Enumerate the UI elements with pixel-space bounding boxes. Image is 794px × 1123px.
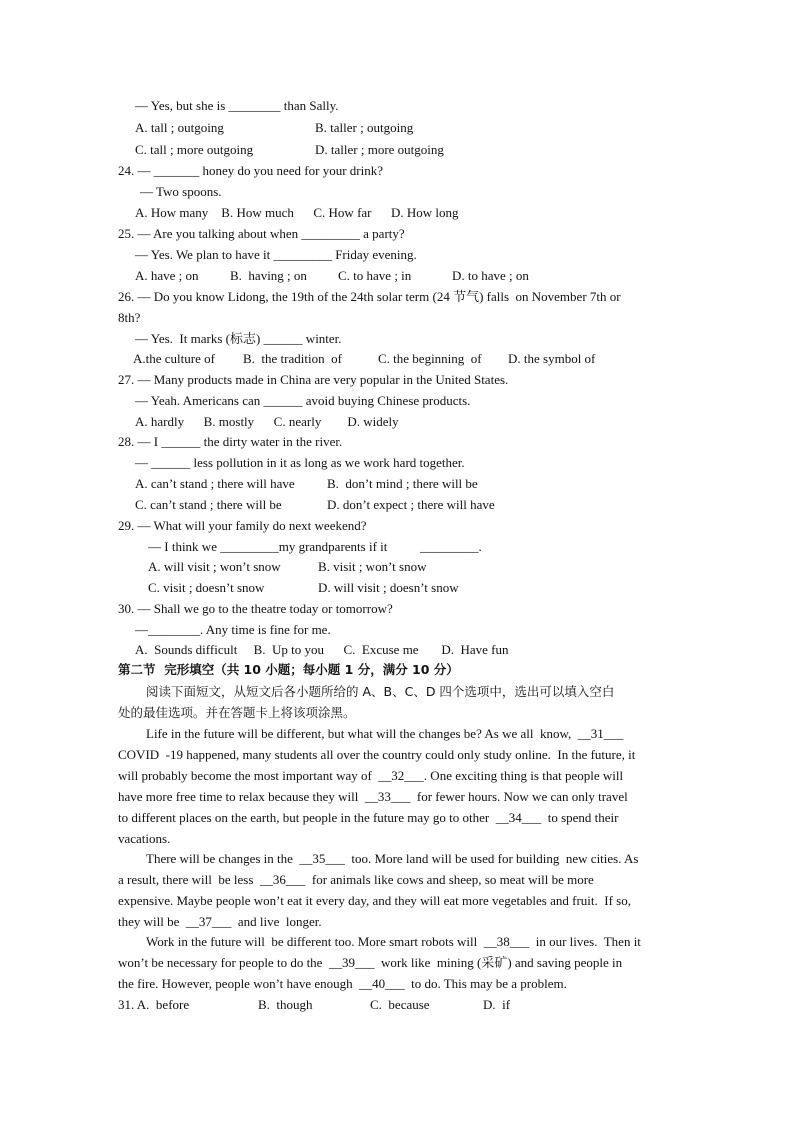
passage-line: won’t be necessary for people to do the __39___ work like mining (采矿) and saving people in bbox=[118, 955, 623, 970]
passage-line: There will be changes in the __35___ too. More land will be used for building new cities. As bbox=[146, 851, 639, 866]
option-28c: C. can’t stand ; there will be bbox=[135, 497, 282, 512]
option-23c: C. tall ; more outgoing bbox=[135, 142, 254, 157]
option-26a: A.the culture of bbox=[133, 351, 215, 366]
options-30: A. Sounds difficult B. Up to you C. Excuse me D. Have fun bbox=[135, 642, 509, 657]
option-23b: B. taller ; outgoing bbox=[315, 120, 414, 135]
section-heading: 第二节 完形填空（共 10 小题；每小题 1 分，满分 10 分） bbox=[118, 662, 459, 677]
option-25a: A. have ; on bbox=[135, 268, 199, 283]
passage-line: the fire. However, people won’t have enough __40___ to do. This may be a problem. bbox=[118, 976, 567, 991]
question-28: 28. — I ______ the dirty water in the river. bbox=[118, 434, 343, 449]
options-24: A. How many B. How much C. How far D. How long bbox=[135, 205, 459, 220]
instructions-cont: 处的最佳选项。并在答题卡上将该项涂黑。 bbox=[118, 705, 356, 720]
option-26c: C. the beginning of bbox=[378, 351, 482, 366]
passage-line: have more free time to relax because they will __33___ for fewer hours. Now we can only travel bbox=[118, 789, 628, 804]
passage-line: vacations. bbox=[118, 831, 171, 846]
option-29b: B. visit ; won’t snow bbox=[318, 559, 427, 574]
question-24: 24. — _______ honey do you need for your drink? bbox=[118, 163, 384, 178]
question-30: 30. — Shall we go to the theatre today or tomorrow? bbox=[118, 601, 393, 616]
option-26b: B. the tradition of bbox=[243, 351, 342, 366]
passage-line: Work in the future will be different too. More smart robots will __38___ in our lives. Then it bbox=[146, 934, 641, 949]
option-25b: B. having ; on bbox=[230, 268, 307, 283]
instructions: 阅读下面短文，从短文后各小题所给的 A、B、C、D 四个选项中，选出可以填入空白 bbox=[146, 684, 615, 699]
passage-line: expensive. Maybe people won’t eat it every day, and they will eat more vegetables and fruit. If so, bbox=[118, 893, 631, 908]
answer-line-26: — Yes. It marks (标志) ______ winter. bbox=[135, 331, 342, 346]
question-27: 27. — Many products made in China are very popular in the United States. bbox=[118, 372, 509, 387]
option-28d: D. don’t expect ; there will have bbox=[327, 497, 495, 512]
answer-line-28: — ______ less pollution in it as long as we work hard together. bbox=[135, 455, 465, 470]
option-28a: A. can’t stand ; there will have bbox=[135, 476, 295, 491]
answer-line-23: — Yes, but she is ________ than Sally. bbox=[135, 98, 339, 113]
option-25c: C. to have ; in bbox=[338, 268, 412, 283]
answer-line-27: — Yeah. Americans can ______ avoid buying Chinese products. bbox=[135, 393, 471, 408]
option-31c: C. because bbox=[370, 997, 430, 1012]
option-26d: D. the symbol of bbox=[508, 351, 596, 366]
options-27: A. hardly B. mostly C. nearly D. widely bbox=[135, 414, 399, 429]
passage-line: they will be __37___ and live longer. bbox=[118, 914, 322, 929]
question-25: 25. — Are you talking about when _________ a party? bbox=[118, 226, 405, 241]
answer-line-25: — Yes. We plan to have it _________ Friday evening. bbox=[135, 247, 417, 262]
option-31a: 31. A. before bbox=[118, 997, 190, 1012]
option-25d: D. to have ; on bbox=[452, 268, 529, 283]
option-23d: D. taller ; more outgoing bbox=[315, 142, 444, 157]
question-29: 29. — What will your family do next weekend? bbox=[118, 518, 367, 533]
option-29a: A. will visit ; won’t snow bbox=[148, 559, 281, 574]
passage-line: COVID -19 happened, many students all over the country could only study online. In the future, it bbox=[118, 747, 636, 762]
answer-line-30: —________. Any time is fine for me. bbox=[135, 622, 331, 637]
passage-line: Life in the future will be different, but what will the changes be? As we all know, __31___ bbox=[146, 726, 624, 741]
answer-line-24: — Two spoons. bbox=[140, 184, 222, 199]
passage-line: will probably become the most important way of __32___. One exciting thing is that people will bbox=[118, 768, 624, 783]
answer-line-29: — I think we _________my grandparents if it bbox=[148, 539, 388, 554]
option-23a: A. tall ; outgoing bbox=[135, 120, 224, 135]
question-26: 26. — Do you know Lidong, the 19th of the 24th solar term (24 节气) falls on November 7th or bbox=[118, 289, 621, 304]
option-29d: D. will visit ; doesn’t snow bbox=[318, 580, 459, 595]
passage-line: a result, there will be less __36___ for animals like cows and sheep, so meat will be more bbox=[118, 872, 594, 887]
question-26-cont: 8th? bbox=[118, 310, 141, 325]
option-31d: D. if bbox=[483, 997, 511, 1012]
option-28b: B. don’t mind ; there will be bbox=[327, 476, 478, 491]
option-31b: B. though bbox=[258, 997, 313, 1012]
answer-line-29-blank: _________. bbox=[420, 539, 482, 554]
option-29c: C. visit ; doesn’t snow bbox=[148, 580, 265, 595]
passage-line: to different places on the earth, but people in the future may go to other __34___ to spend their bbox=[118, 810, 619, 825]
